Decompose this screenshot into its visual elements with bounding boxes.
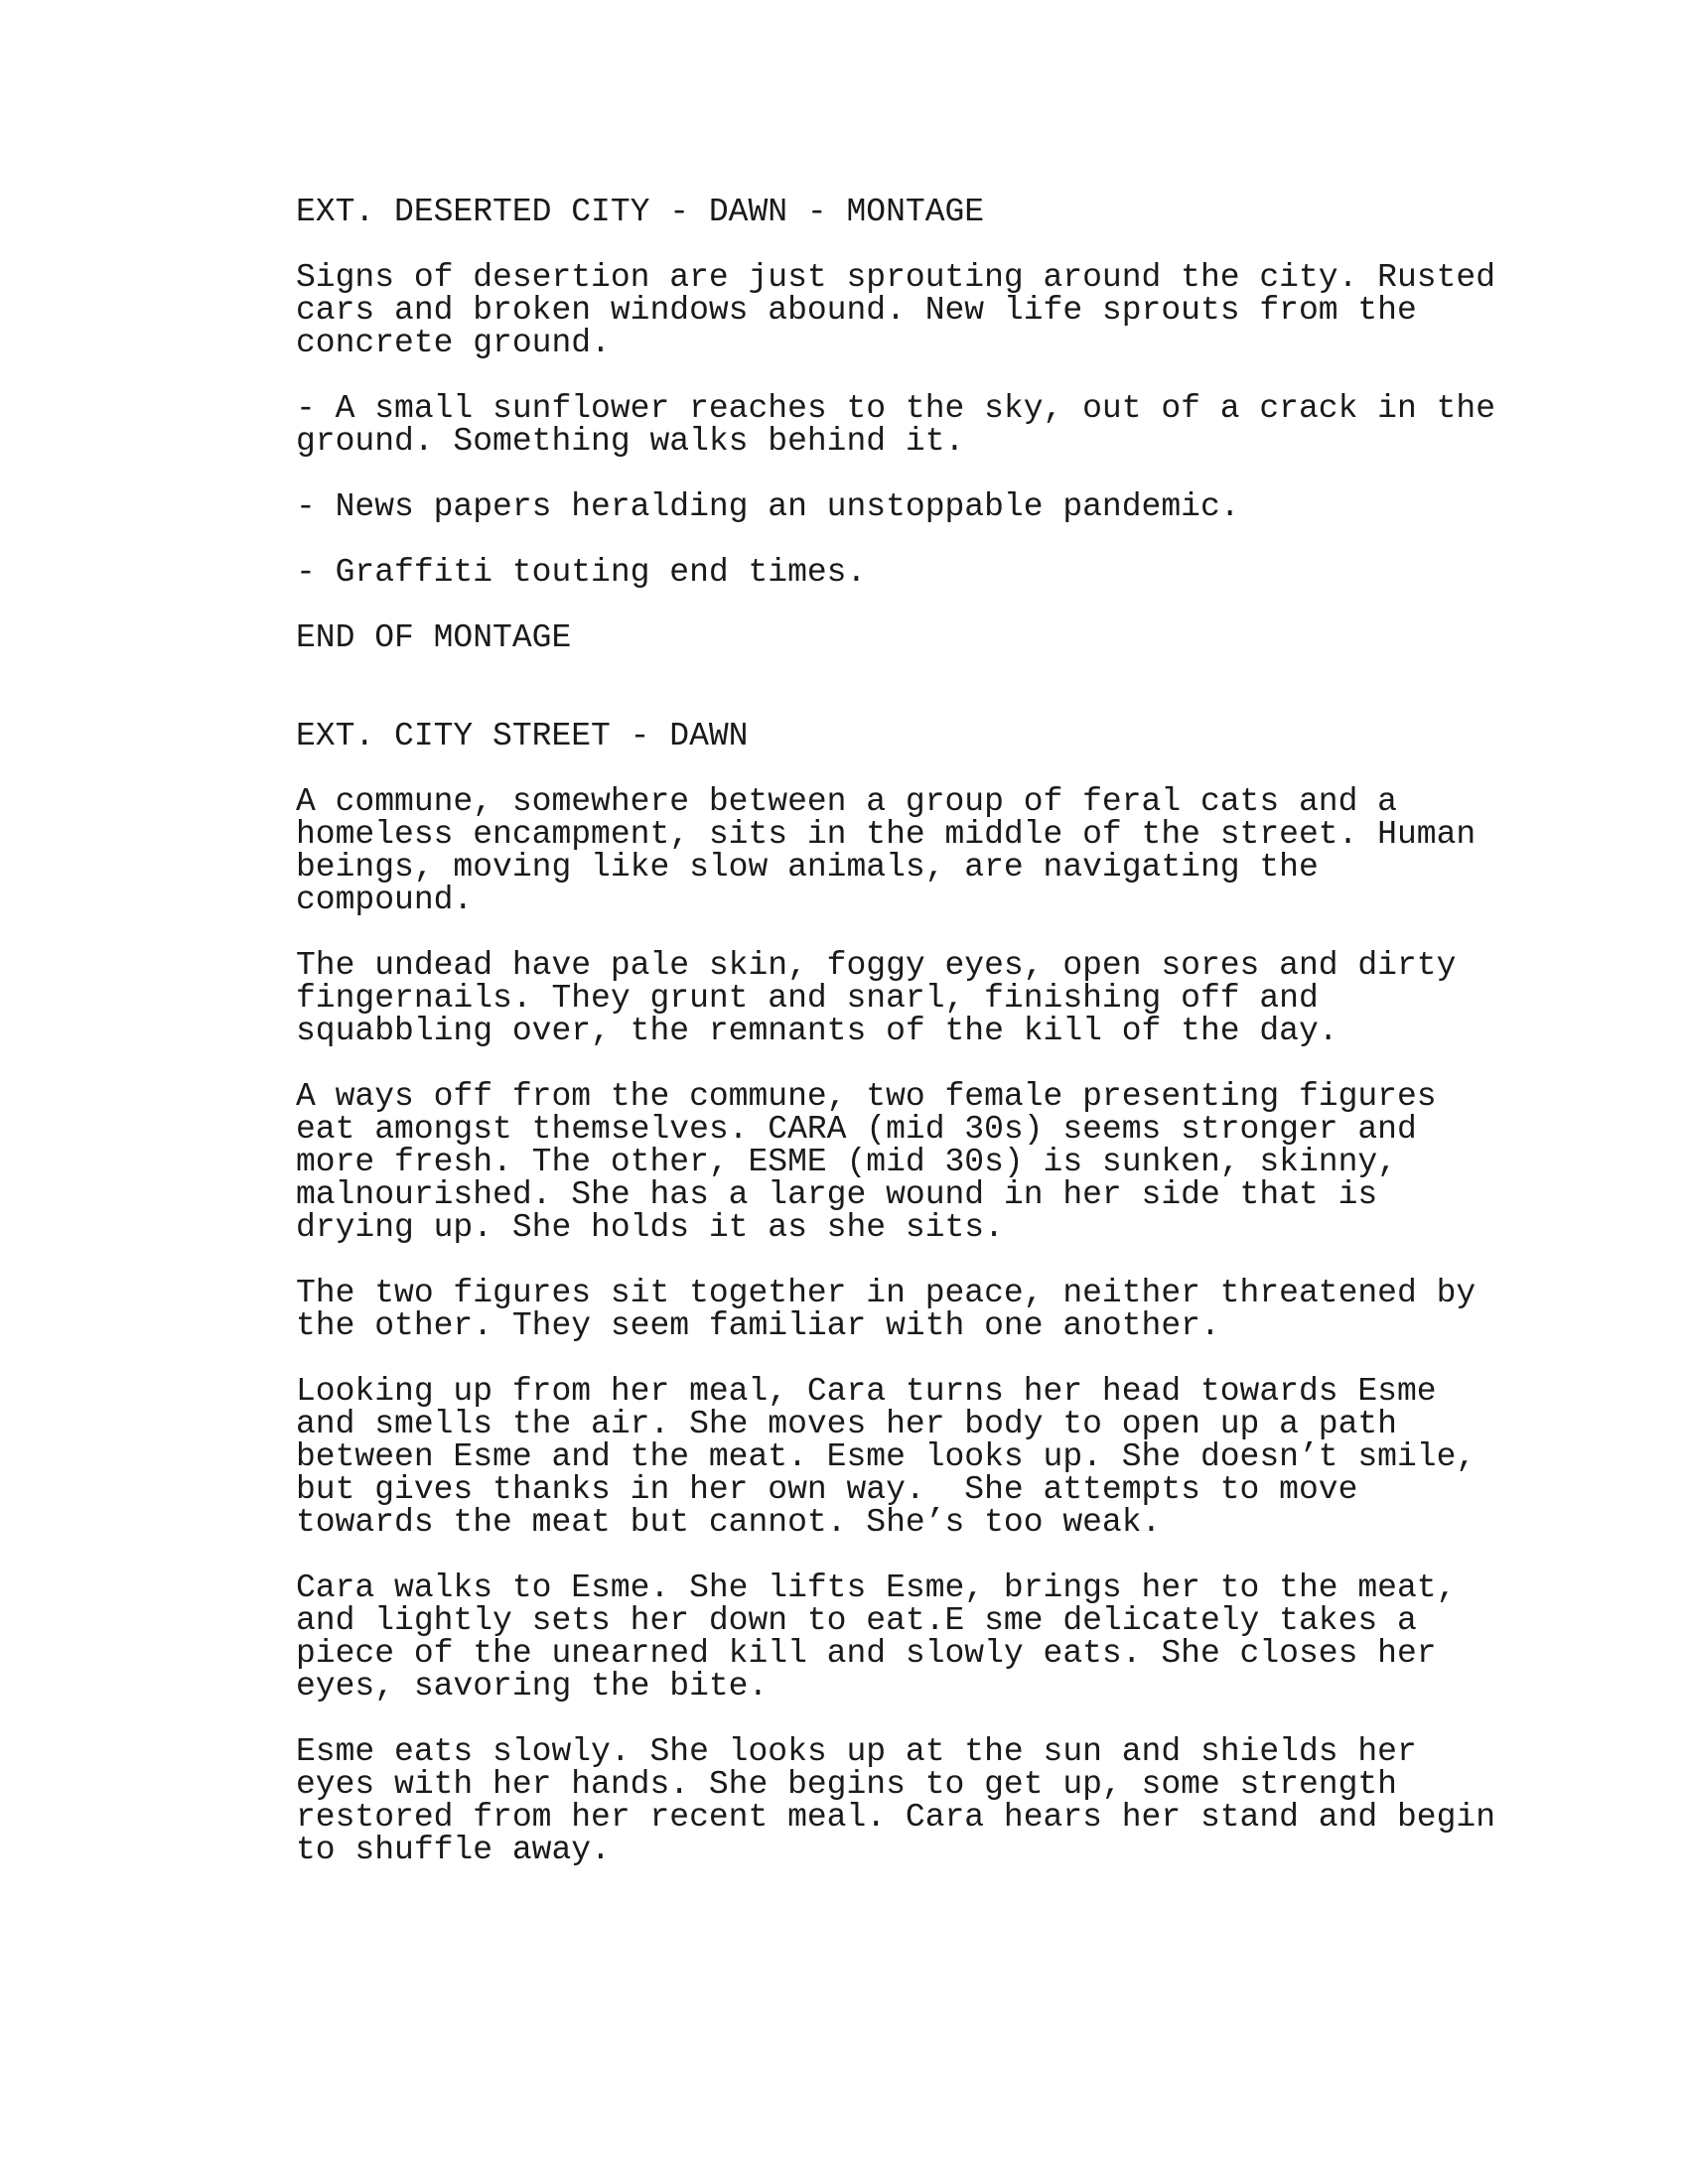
action-line: squabbling over, the remnants of the kill of the day.	[296, 1013, 1338, 1049]
action-line: and smells the air. She moves her body to open up a path	[296, 1406, 1397, 1442]
action-line: fingernails. They grunt and snarl, finishing off and	[296, 980, 1319, 1017]
montage-item: - A small sunflower reaches to the sky, out of a crack in the	[296, 390, 1495, 427]
action-line: restored from her recent meal. Cara hears her stand and begin	[296, 1799, 1495, 1836]
action-line: malnourished. She has a large wound in her side that is	[296, 1176, 1378, 1213]
scene-heading: EXT. DESERTED CITY - DAWN - MONTAGE	[296, 194, 985, 230]
montage-item: - News papers heralding an unstoppable pandemic.	[296, 488, 1240, 525]
action-line: towards the meat but cannot. She’s too weak.	[296, 1504, 1162, 1541]
montage-end: END OF MONTAGE	[296, 619, 572, 656]
action-line: homeless encampment, sits in the middle of the street. Human	[296, 816, 1477, 853]
action-line: Looking up from her meal, Cara turns her head towards Esme	[296, 1373, 1437, 1410]
action-line: beings, moving like slow animals, are navigating the	[296, 849, 1319, 886]
montage-item: - Graffiti touting end times.	[296, 554, 867, 591]
action-line: Esme eats slowly. She looks up at the sun and shields her	[296, 1733, 1417, 1770]
montage-item: ground. Something walks behind it.	[296, 423, 965, 460]
action-line: cars and broken windows abound. New life sprouts from the	[296, 292, 1417, 329]
action-line: A ways off from the commune, two female presenting figures	[296, 1078, 1437, 1115]
action-line: eyes with her hands. She begins to get up, some strength	[296, 1766, 1397, 1803]
action-line: eat amongst themselves. CARA (mid 30s) seems stronger and	[296, 1111, 1417, 1148]
action-line: and lightly sets her down to eat.E sme delicately takes a	[296, 1602, 1417, 1639]
action-line: Signs of desertion are just sprouting around the city. Rusted	[296, 259, 1495, 296]
action-line: A commune, somewhere between a group of feral cats and a	[296, 783, 1397, 820]
action-line: more fresh. The other, ESME (mid 30s) is sunken, skinny,	[296, 1144, 1397, 1180]
action-line: but gives thanks in her own way. She attempts to move	[296, 1471, 1358, 1508]
action-line: compound.	[296, 882, 474, 918]
action-line: to shuffle away.	[296, 1832, 611, 1868]
action-line: drying up. She holds it as she sits.	[296, 1209, 1004, 1246]
action-line: eyes, savoring the bite.	[296, 1668, 769, 1705]
action-line: Cara walks to Esme. She lifts Esme, brings her to the meat,	[296, 1570, 1457, 1606]
action-line: the other. They seem familiar with one another.	[296, 1307, 1220, 1344]
action-line: between Esme and the meat. Esme looks up. She doesn’t smile,	[296, 1438, 1477, 1475]
scene-heading: EXT. CITY STREET - DAWN	[296, 718, 749, 754]
action-line: The undead have pale skin, foggy eyes, open sores and dirty	[296, 947, 1457, 984]
action-line: The two figures sit together in peace, neither threatened by	[296, 1275, 1477, 1311]
action-line: piece of the unearned kill and slowly eats. She closes her	[296, 1635, 1437, 1672]
action-line: concrete ground.	[296, 325, 611, 361]
